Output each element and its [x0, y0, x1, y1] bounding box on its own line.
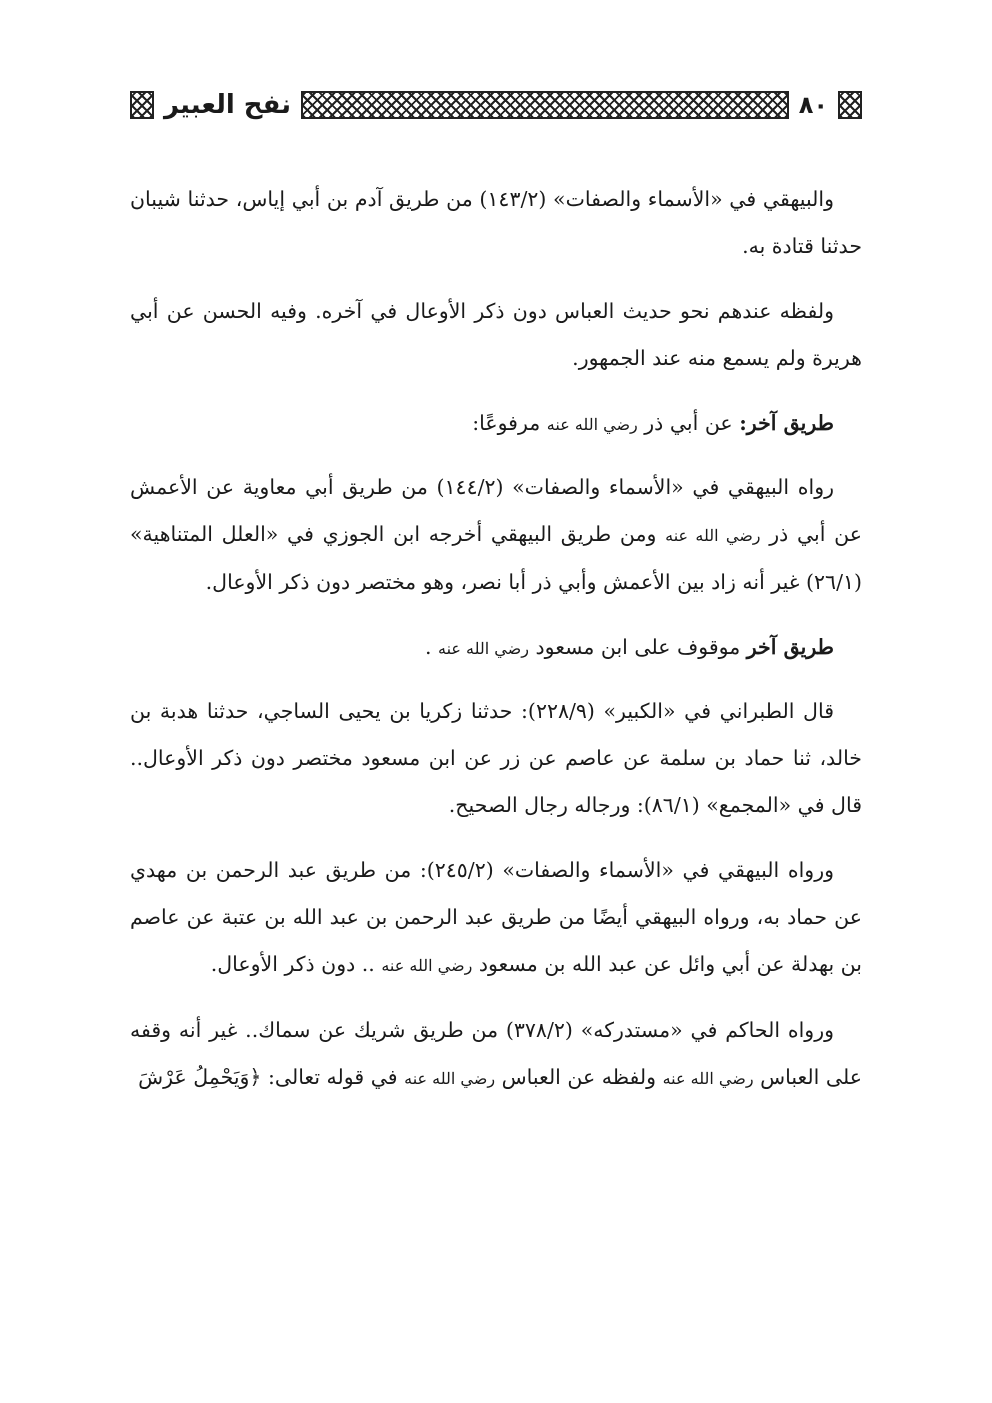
paragraph-text: قال الطبراني في «الكبير» (٢٢٨/٩): حدثنا زكريا بن يحيى الساجي، حدثنا هدبة بن خالد، ثنا حماد بن سلمة عن عاصم عن زر عن ابن مسعود مختصر دون ذكر الأوعال.. قال في «المجمع» (٨٦/١): ورجاله رجال الصحيح.	[130, 699, 862, 817]
paragraph-7	[130, 847, 862, 989]
paragraph-text: ولفظه عن العباس	[495, 1065, 663, 1089]
paragraph-text: رواه البيهقي في «الأسماء والصفات» (١٤٤/٢) من طريق أبي معاوية عن الأعمش عن أبي ذر	[130, 475, 863, 546]
paragraph-text: عن أبي ذر	[637, 411, 740, 435]
paragraph-text: في قوله تعالى: ﴿وَيَحْمِلُ عَرْشَ	[138, 1065, 405, 1089]
route-heading-bold: طريق آخر:	[739, 411, 834, 435]
page-header	[130, 88, 862, 122]
paragraph-5-route-heading	[130, 624, 862, 672]
honorific-glyph: رضي الله عنه	[437, 639, 529, 658]
paragraph-text: .	[424, 635, 438, 659]
paragraph-1	[130, 176, 862, 270]
paragraph-text: ومن طريق البيهقي أخرجه ابن الجوزي في «العلل المتناهية» (٢٦/١) غير أنه زاد بين الأعمش وأبي ذر أبا نصر، وهو مختصر دون ذكر الأوعال.	[130, 522, 862, 594]
paragraph-8	[130, 1007, 862, 1102]
ornament-band	[301, 91, 789, 119]
paragraph-text: .. دون ذكر الأوعال.	[210, 952, 382, 976]
paragraph-text: والبيهقي في «الأسماء والصفات» (١٤٣/٢) من طريق آدم بن أبي إياس، حدثنا شيبان حدثنا قتادة به.	[130, 187, 862, 258]
paragraph-6	[130, 688, 862, 829]
page-number: ٨٠	[798, 91, 828, 119]
honorific-glyph: رضي الله عنه	[665, 526, 761, 545]
body-text	[130, 176, 862, 1120]
paragraph-text: ورواه البيهقي في «الأسماء والصفات» (٢٤٥/٢): من طريق عبد الرحمن بن مهدي عن حماد به، ورواه البيهقي أيضًا من طريق عبد الرحمن بن عبد الله بن عتبة عن عاصم بن بهدلة عن أبي وائل عن عبد الله بن مسعود	[130, 858, 862, 976]
paragraph-text: ولفظه عندهم نحو حديث العباس دون ذكر الأوعال في آخره. وفيه الحسن عن أبي هريرة ولم يسمع منه عند الجمهور.	[130, 299, 862, 370]
honorific-glyph: رضي الله عنه	[662, 1069, 754, 1088]
book-title: نفح العبير	[164, 90, 292, 120]
honorific-glyph: رضي الله عنه	[404, 1069, 496, 1088]
paragraph-text: موقوف على ابن مسعود	[528, 635, 747, 659]
route-heading-bold: طريق آخر	[746, 635, 834, 659]
paragraph-text: مرفوعًا:	[472, 411, 547, 435]
paragraph-4	[130, 464, 862, 606]
paragraph-text: ورواه الحاكم في «مستدركه» (٣٧٨/٢) من طريق شريك عن سماك.. غير أنه وقفه على العباس	[130, 1018, 862, 1089]
honorific-glyph: رضي الله عنه	[381, 956, 473, 975]
honorific-glyph: رضي الله عنه	[546, 415, 638, 434]
ornament-left-edge	[130, 91, 154, 119]
paragraph-2	[130, 288, 862, 382]
ornament-right-edge	[838, 91, 862, 119]
paragraph-3-route-heading	[130, 400, 862, 448]
